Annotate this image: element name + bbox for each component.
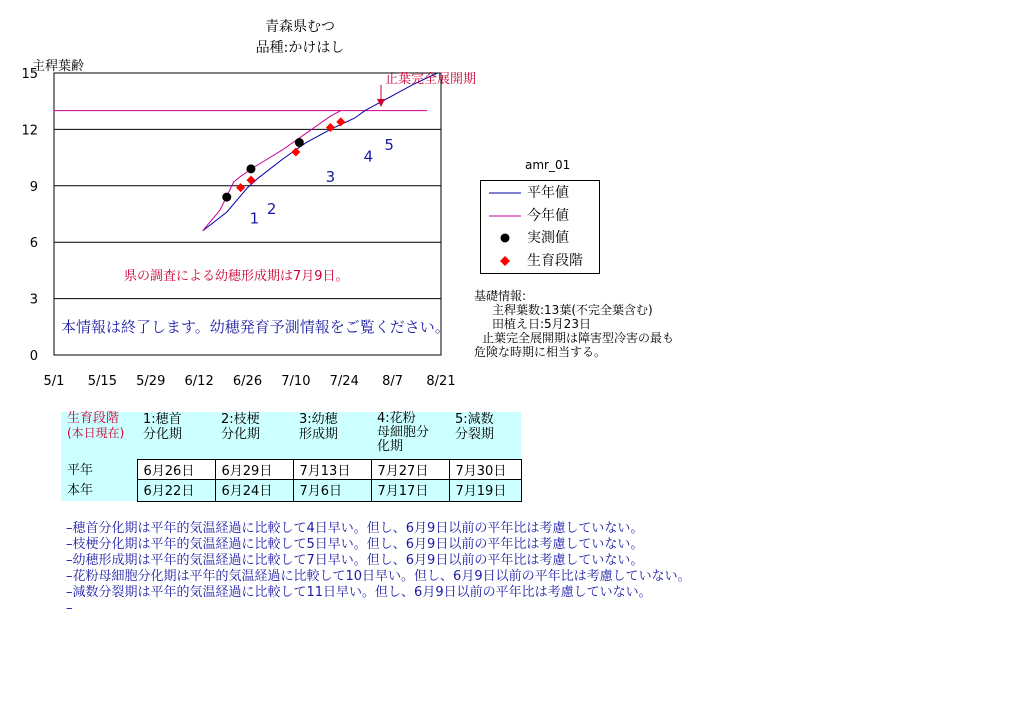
x-tick-label: 6/12 [184,374,214,389]
stage-point [291,147,300,156]
series-group [54,73,438,231]
legend-diamond-icon [487,251,523,271]
legend: 平年値 今年値 実測値 生育段階 [480,180,600,274]
row-label: 本年 [61,479,137,501]
end-notice: 本情報は終了します。幼穂発育予測情報をご覧ください。 [61,318,450,336]
measured-point [246,164,255,173]
table-cell: 7月13日 [293,459,371,479]
chart-subtitle: 品種:かけはし [255,40,345,56]
table-cell: 6月26日 [137,459,215,479]
chart-title: 青森県むつ [265,19,335,35]
x-ticks [44,374,456,389]
y-tick-label: 12 [21,123,38,139]
plot-area [54,73,441,355]
survey-note: 県の調査による幼穂形成期は7月9日。 [124,269,349,284]
info-title: 基礎情報: [474,289,527,303]
legend-line-icon [487,206,523,226]
table-cell: 6月22日 [137,479,215,501]
row-label: 平年 [61,459,137,479]
table-cell: 7月27日 [371,459,449,479]
measured-point [295,138,304,147]
stage-numbers [250,136,394,227]
table-cell: 7月30日 [449,459,521,479]
y-tick-label: 3 [29,292,38,308]
table-row [61,459,521,479]
stage-header-3: 3:幼穂 形成期 [299,412,339,442]
list-item: –枝梗分化期は平年的気温経過に比較して5日早い。但し、6月9日以前の平年比は考慮していない。 [66,537,644,552]
stage-number-label: 5 [384,136,394,155]
list-item: –穂首分化期は平年的気温経過に比較して4日早い。但し、6月9日以前の平年比は考慮していない。 [66,521,644,536]
leaf-stop-label: 止葉完全展開期 [385,72,477,87]
stage-number-label: 2 [266,200,277,218]
stage-header-1: 1:穂首 分化期 [143,412,183,442]
legend-title: amr_01 [525,158,571,172]
info-note: 止葉完全展開期は障害型冷害の最も [482,331,675,345]
x-tick-label: 7/24 [329,374,359,389]
stage-header-4: 4:花粉 母細胞分 化期 [377,411,430,454]
info-note: 危険な時期に相当する。 [474,345,607,359]
legend-line-icon [487,183,523,203]
y-tick-label: 0 [29,349,38,364]
stage-header-2: 2:枝梗 分化期 [221,412,261,442]
table-cell: 6月29日 [215,459,293,479]
stage-number-label: 3 [325,168,336,187]
stage-table-header [61,412,521,459]
notes-list [66,521,691,617]
legend-dot-icon [487,228,523,248]
y-ticks [21,67,38,364]
table-row [61,479,521,501]
x-tick-label: 7/10 [281,374,311,389]
y-tick-label: 9 [29,179,38,195]
table-cell: 7月6日 [293,479,371,501]
x-tick-label: 5/1 [43,374,65,389]
stage-header-5: 5:減数 分裂期 [455,412,495,442]
list-item: –減数分裂期は平年的気温経過に比較して11日早い。但し、6月9日以前の平年比は考慮していない。 [66,585,652,600]
stage-corner: 生育段階 (本日現在) [67,411,125,440]
stage-table [61,412,522,502]
table-cell: 6月24日 [215,479,293,501]
y-tick-label: 15 [21,67,38,82]
table-cell: 7月19日 [449,479,521,501]
list-item: –幼穂形成期は平年的気温経過に比較して7日早い。但し、6月9日以前の平年比は考慮していない。 [66,553,644,568]
x-tick-label: 6/26 [232,374,263,389]
basic-info [474,289,674,359]
y-axis-label: 主稈葉齢 [32,59,85,74]
stage-point [246,176,255,185]
stage-point [236,183,245,192]
x-tick-label: 5/29 [136,374,166,389]
series-line [203,73,438,231]
table-cell: 7月17日 [371,479,449,501]
x-tick-label: 8/7 [382,374,404,389]
x-tick-label: 5/15 [87,374,117,389]
stage-point [336,117,345,126]
x-tick-label: 8/21 [426,374,456,389]
y-tick-label: 6 [29,236,38,252]
info-planting-date: 田植え日:5月23日 [492,317,591,331]
stage-number-label: 1 [249,209,260,228]
measured-point [222,193,231,202]
info-leaf-count: 主稈葉数:13葉(不完全葉含む) [492,303,653,317]
list-item-empty: – [66,601,73,616]
list-item: –花粉母細胞分化期は平年的気温経過に比較して10日早い。但し、6月9日以前の平年比は考慮していない。 [66,569,691,584]
stage-number-label: 4 [363,147,374,166]
